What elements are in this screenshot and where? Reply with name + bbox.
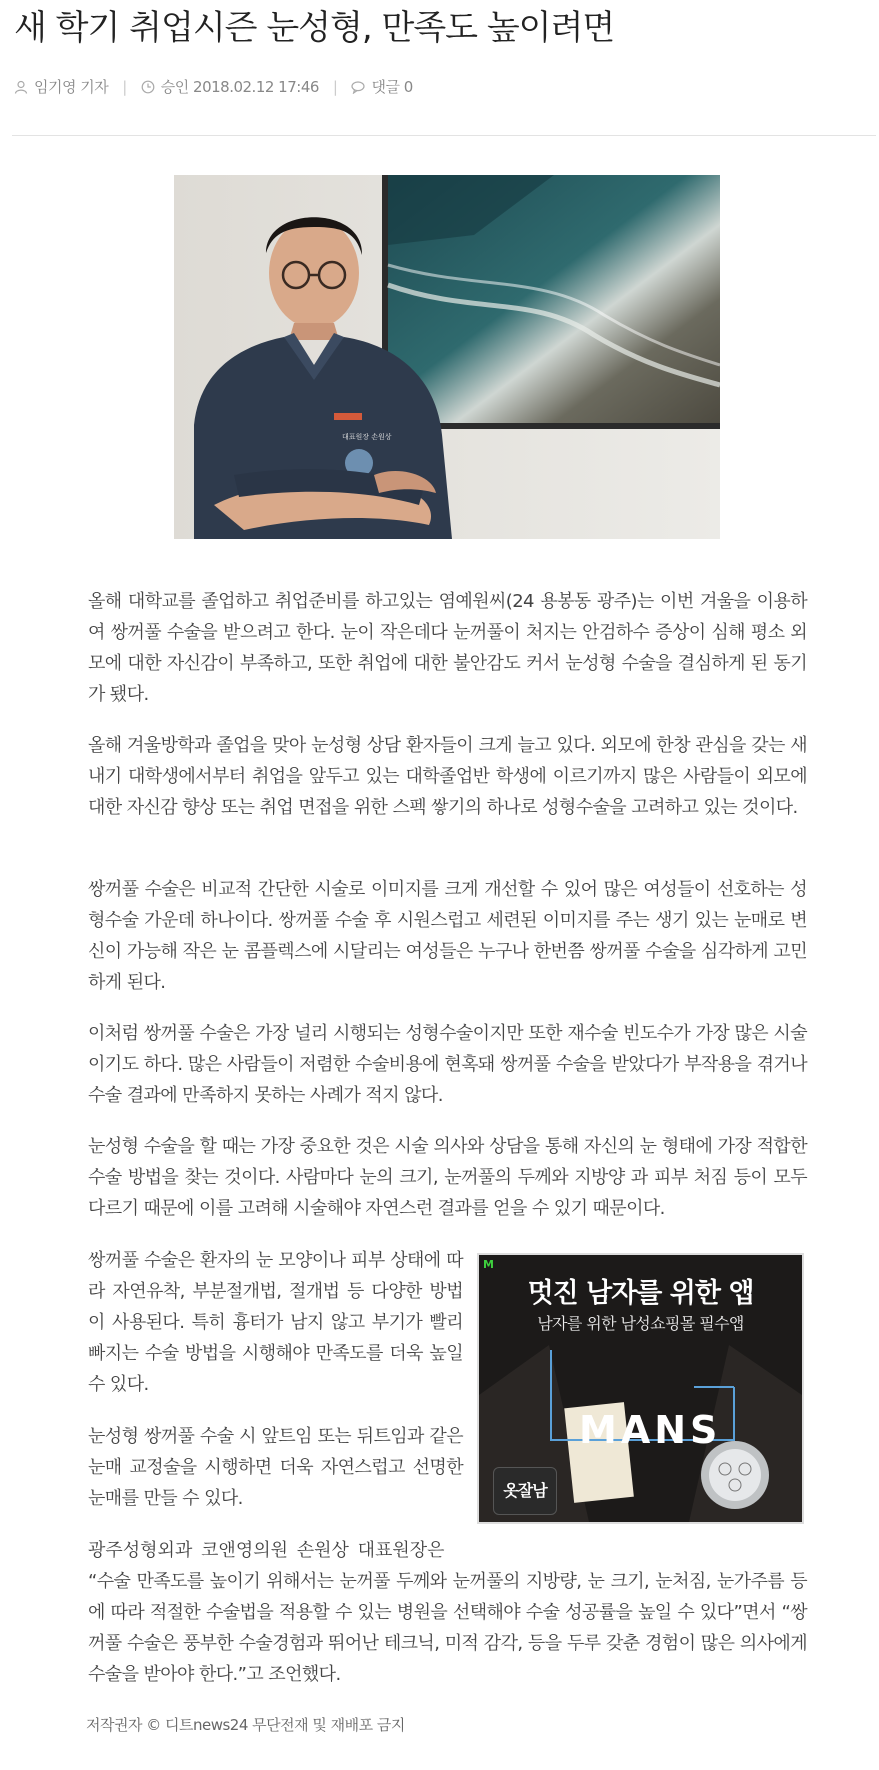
comments-link[interactable] <box>351 76 412 97</box>
clock-icon <box>141 80 155 94</box>
approved-text: 승인 2018.02.12 17:46 <box>160 78 319 96</box>
ad-mark-icon: M <box>483 1258 494 1271</box>
comments-count: 댓글 0 <box>371 78 413 96</box>
mans-app-ad-banner[interactable] <box>477 1253 804 1524</box>
doctor-photo-illustration <box>174 175 720 539</box>
quote-intro: 광주성형외과 코앤영의원 손원상 대표원장은 <box>88 1540 445 1561</box>
copyright-notice: 저작권자 © 디트news24 무단전재 및 재배포 금지 <box>86 1716 405 1734</box>
paragraph-5: 눈성형 수술을 할 때는 가장 중요한 것은 시술 의사와 상담을 통해 자신의 눈 형태에 가장 적합한 수술 방법을 찾는 것이다. 사람마다 눈의 크기, 눈꺼풀의 두께와 지방양 과 피부 처짐 등이 모두 다르기 때문에 이를 고려해 시술해야 자연스런 결과를 얻을 수 있기 때문이다. <box>88 1136 807 1219</box>
paragraph-3: 쌍꺼풀 수술은 비교적 간단한 시술로 이미지를 크게 개선할 수 있어 많은 여성들이 선호하는 성형수술 가운데 하나이다. 쌍꺼풀 수술 후 시원스럽고 세련된 이미지를 주는 생기 있는 눈매로 변신이 가능해 작은 눈 콤플렉스에 시달리는 여성들은 누구나 한번쯤 쌍꺼풀 수술을 심각하게 고민하게 된다. <box>88 879 807 993</box>
author-name: 임기영 기자 <box>34 78 109 96</box>
comment-icon <box>351 80 365 94</box>
paragraph-4: 이처럼 쌍꺼풀 수술은 가장 널리 시행되는 성형수술이지만 또한 재수술 빈도수가 가장 많은 시술이기도 하다. 많은 사람들이 저렴한 수술비용에 현혹돼 쌍꺼풀 수술을 받았다가 부작용을 겪거나 수술 결과에 만족하지 못하는 사례가 적지 않다. <box>88 1023 807 1106</box>
ad-title: 멋진 남자를 위한 앱 <box>527 1278 754 1309</box>
doctor-badge-text: 대표원장 손원상 <box>342 433 392 441</box>
meta-separator: | <box>122 77 127 96</box>
article-meta <box>14 76 413 97</box>
ad-brand: MANS <box>579 1408 722 1452</box>
approved-time <box>141 76 319 97</box>
paragraph-2: 올해 겨울방학과 졸업을 맞아 눈성형 상담 환자들이 크게 늘고 있다. 외모에 한창 관심을 갖는 새내기 대학생에서부터 취업을 앞두고 있는 대학졸업반 학생에 이르기까지 많은 사람들이 외모에 대한 자신감 향상 또는 취업 면접을 위한 스펙 쌓기의 하나로 성형수술을 고려하고 있는 것이다. <box>88 735 807 818</box>
ad-subtitle: 남자를 위한 남성쇼핑몰 필수앱 <box>537 1314 744 1333</box>
quote-body: “수술 만족도를 높이기 위해서는 눈꺼풀 두께와 눈꺼풀의 지방량, 눈 크기, 눈처짐, 눈가주름 등에 따라 적절한 수술법을 적용할 수 있는 병원을 선택해야 수술 성공률을 높일 수 있다”면서 “쌍꺼풀 수술은 풍부한 수술경험과 뛰어난 테크닉, 미적 감각, 등을 두루 갖춘 경험이 많은 의사에게 수술을 받아야 한다.”고 조언했다. <box>88 1571 807 1685</box>
article-title: 새 학기 취업시즌 눈성형, 만족도 높이려면 <box>14 8 615 48</box>
author <box>14 76 108 97</box>
article-photo <box>174 175 720 539</box>
meta-separator: | <box>332 77 338 96</box>
paragraph-6: 쌍꺼풀 수술은 환자의 눈 모양이나 피부 상태에 따라 자연유착, 부분절개법, 절개법 등 다양한 방법이 사용된다. 특히 흉터가 남지 않고 부기가 빨리 빠지는 수술 방법을 시행해야 만족도를 더욱 높일 수 있다. <box>88 1250 463 1395</box>
header-divider <box>12 135 876 136</box>
paragraph-1: 올해 대학교를 졸업하고 취업준비를 하고있는 염예원씨(24 용봉동 광주)는 이번 겨울을 이용하여 쌍꺼풀 수술을 받으려고 한다. 눈이 작은데다 눈꺼풀이 처지는 안검하수 증상이 심해 평소 외모에 대한 자신감이 부족하고, 또한 취업에 대한 불안감도 커서 눈성형 수술을 결심하게 된 동기가 됐다. <box>88 591 807 705</box>
ad-app-logo: 옷잘남 <box>493 1467 557 1515</box>
paragraph-7: 눈성형 쌍꺼풀 수술 시 앞트임 또는 뒤트임과 같은 눈매 교정술을 시행하면 더욱 자연스럽고 선명한 눈매를 만들 수 있다. <box>88 1426 463 1509</box>
person-icon <box>14 80 28 94</box>
